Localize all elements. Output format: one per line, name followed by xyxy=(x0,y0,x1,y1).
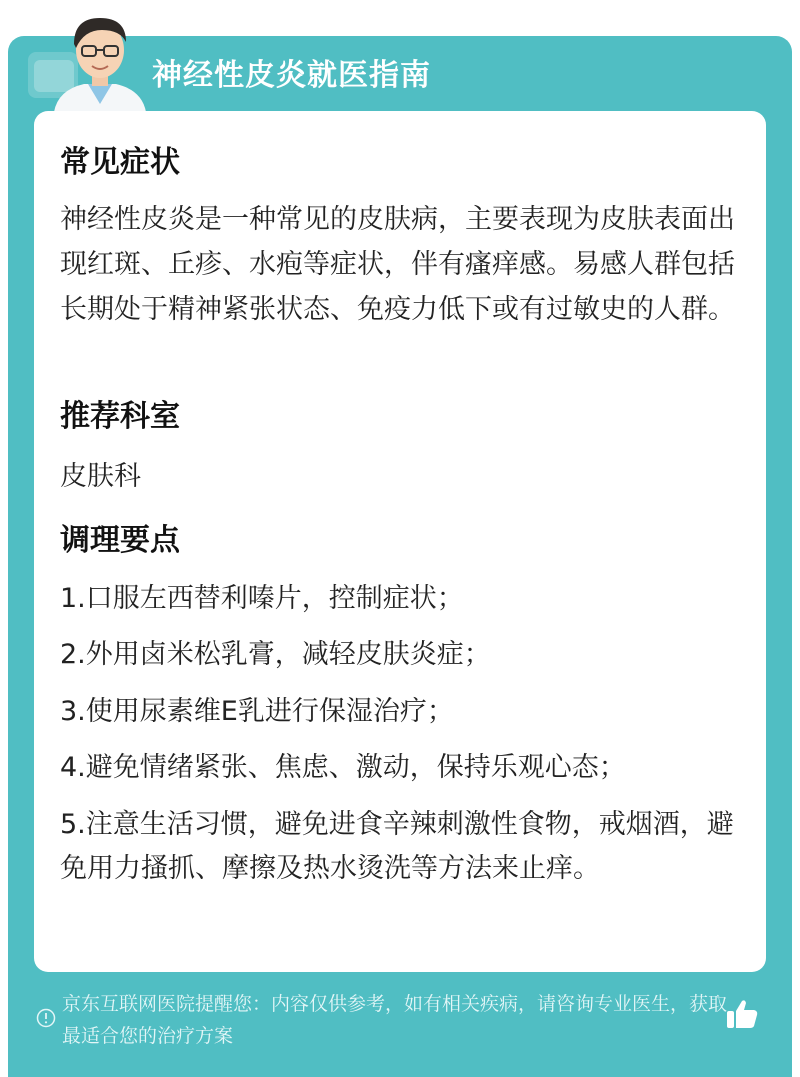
care-item: 4.避免情绪紧张、焦虑、激动，保持乐观心态； xyxy=(60,752,626,783)
care-item: 1.口服左西替利嗪片，控制症状； xyxy=(60,583,464,614)
content-card xyxy=(34,111,766,972)
department-heading: 推荐科室 xyxy=(60,399,180,434)
info-icon xyxy=(36,1008,56,1028)
thumbs-up-icon[interactable] xyxy=(724,996,760,1032)
care-heading: 调理要点 xyxy=(60,523,180,558)
care-item: 3.使用尿素维E乳进行保湿治疗； xyxy=(60,696,454,727)
doctor-avatar xyxy=(44,8,156,112)
page-title: 神经性皮炎就医指南 xyxy=(152,58,431,93)
symptoms-text: 神经性皮炎是一种常见的皮肤病，主要表现为皮肤表面出现红斑、丘疹、水疱等症状，伴有瘙痒感。易感人群包括长期处于精神紧张状态、免疫力低下或有过敏史的人群。 xyxy=(60,204,735,325)
symptoms-heading: 常见症状 xyxy=(60,145,180,180)
disclaimer-text: 京东互联网医院提醒您：内容仅供参考，如有相关疾病，请咨询专业医生，获取最适合您的治疗方案 xyxy=(62,993,728,1047)
care-item: 5.注意生活习惯，避免进食辛辣刺激性食物，戒烟酒，避免用力搔抓、摩擦及热水烫洗等方法来止痒。 xyxy=(60,809,734,884)
department-text: 皮肤科 xyxy=(60,461,141,492)
care-item: 2.外用卤米松乳膏，减轻皮肤炎症； xyxy=(60,639,491,670)
